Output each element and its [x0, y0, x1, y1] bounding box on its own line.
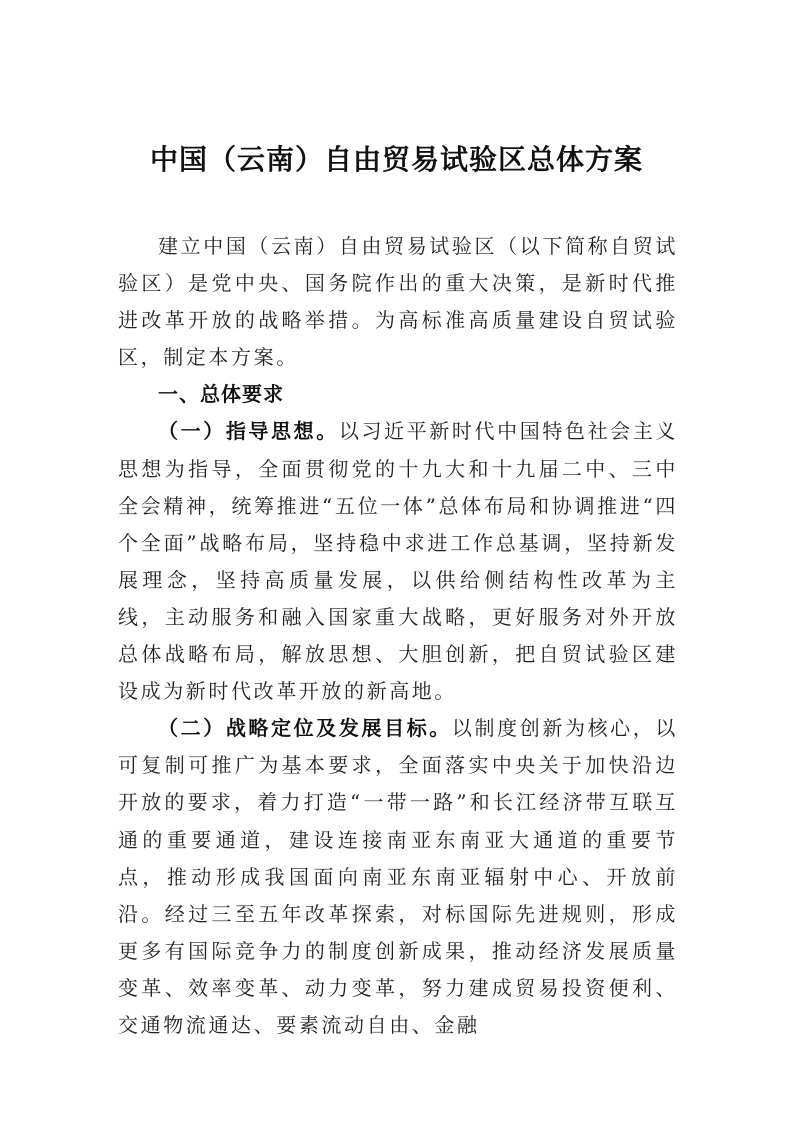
paragraph-text: 以习近平新时代中国特色社会主义思想为指导，全面贯彻党的十九大和十九届二中、三中全会精神，统筹推进“五位一体”总体布局和协调推进“四个全面”战略布局，坚持稳中求进工作总基调，坚持新发展理念，坚持高质量发展，以供给侧结构性改革为主线，主动服务和融入国家重大战略，更好服务对外开放总体战略布局，解放思想、大胆创新，把自贸试验区建设成为新时代改革开放的新高地。 [118, 419, 678, 704]
intro-paragraph: 建立中国（云南）自由贸易试验区（以下简称自贸试验区）是党中央、国务院作出的重大决策，是新时代推进改革开放的战略举措。为高标准高质量建设自贸试验区，制定本方案。 [118, 234, 678, 370]
document-body [118, 228, 678, 1044]
section-heading: 一、总体要求 [158, 382, 284, 407]
paragraph-strategic-positioning [118, 710, 678, 1044]
paragraph-guiding-ideology [118, 413, 678, 710]
paragraph-lead: （一）指导思想。 [158, 419, 339, 444]
paragraph-lead: （二）战略定位及发展目标。 [158, 716, 452, 741]
paragraph-text: 以制度创新为核心，以可复制可推广为基本要求，全面落实中央关于加快沿边开放的要求，着力打造“一带一路”和长江经济带互联互通的重要通道，建设连接南亚东南亚大通道的重要节点，推动形成我国面向南亚东南亚辐射中心、开放前沿。经过三至五年改革探索，对标国际先进规则，形成更多有国际竞争力的制度创新成果，推动经济发展质量变革、效率变革、动力变革，努力建成贸易投资便利、交通物流通达、要素流动自由、金融 [118, 716, 678, 1037]
document-title: 中国（云南）自由贸易试验区总体方案 [149, 143, 643, 176]
